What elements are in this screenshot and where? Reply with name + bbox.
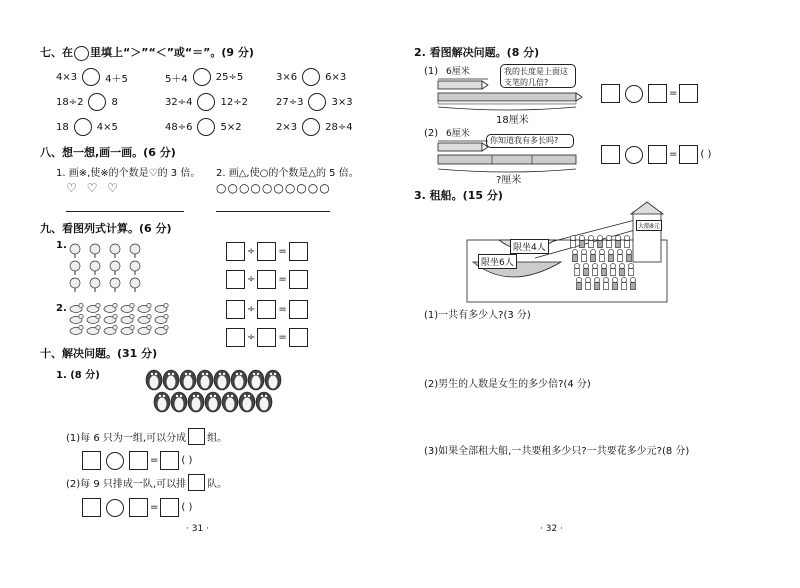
- child-icon: [597, 235, 602, 247]
- penguin-icon: [146, 370, 162, 390]
- sec10-title: 十、解决问题。(31 分): [40, 347, 158, 360]
- answer-box[interactable]: [289, 270, 308, 289]
- hearts-row: ♡ ♡ ♡: [66, 181, 121, 195]
- child-icon: [608, 249, 613, 261]
- tree-icon: [90, 278, 100, 292]
- child-icon: [585, 277, 590, 289]
- answer-box[interactable]: [289, 328, 308, 347]
- penguin-icon: [231, 370, 247, 390]
- penguin-icon: [188, 392, 204, 412]
- tree-icon: [110, 261, 120, 275]
- sec10-p2-pre: (2)每 9 只排成一队,可以排: [66, 479, 187, 490]
- duck-icon: [70, 314, 83, 323]
- child-icon: [581, 249, 586, 261]
- comparison-item: [276, 118, 353, 136]
- penguin-icon: [265, 370, 281, 390]
- compare-circle[interactable]: [302, 68, 320, 86]
- compare-circle[interactable]: [302, 118, 320, 136]
- duck-icon: [121, 325, 134, 334]
- child-icon: [617, 249, 622, 261]
- tree-icon: [70, 244, 80, 258]
- sec8-title: 八、想一想,画一画。(6 分): [40, 146, 176, 159]
- answer-box[interactable]: [679, 84, 698, 103]
- penguin-icon: [154, 392, 170, 412]
- comparison-right: 4×5: [96, 121, 118, 133]
- answer-box[interactable]: [160, 451, 179, 470]
- page-number-right: · 32 ·: [540, 524, 563, 534]
- child-icon: [592, 263, 597, 275]
- tree-grid-image: [64, 240, 154, 294]
- answer-box[interactable]: [648, 145, 667, 164]
- child-icon: [630, 277, 635, 289]
- duck-icon: [121, 303, 134, 312]
- compare-circle[interactable]: [197, 93, 215, 111]
- division-equation: [226, 270, 308, 289]
- unit-paren[interactable]: ( ): [181, 502, 193, 513]
- sec10-p2-post: 队。: [207, 479, 228, 490]
- compare-circle[interactable]: [74, 118, 92, 136]
- compare-circle[interactable]: [82, 68, 100, 86]
- tree-icon: [130, 261, 140, 275]
- comparison-item: [276, 68, 346, 86]
- answer-box[interactable]: [257, 300, 276, 319]
- comparison-item: [276, 93, 353, 111]
- answer-box[interactable]: [129, 451, 148, 470]
- duck-grid-image: [64, 300, 180, 336]
- comparison-left: 5＋4: [165, 73, 188, 85]
- divide-sign: ÷: [247, 304, 256, 315]
- child-icon: [570, 235, 575, 247]
- child-icon: [572, 249, 577, 261]
- penguin-icon: [222, 392, 238, 412]
- penguin-icon: [248, 370, 264, 390]
- answer-box[interactable]: [257, 328, 276, 347]
- equals-sign: =: [278, 304, 287, 315]
- comparison-item: [56, 93, 118, 111]
- comparison-item: [56, 118, 118, 136]
- tree-icon: [130, 278, 140, 292]
- answer-box[interactable]: [289, 300, 308, 319]
- boat-rental-scene: [465, 200, 670, 304]
- answer-box[interactable]: [188, 474, 205, 491]
- compare-circle[interactable]: [193, 68, 211, 86]
- penguin-icon: [163, 370, 179, 390]
- child-icon: [574, 263, 579, 275]
- comparison-left: 27÷3: [276, 96, 304, 108]
- comparison-right: 3×3: [331, 96, 353, 108]
- answer-box[interactable]: [601, 145, 620, 164]
- operator-circle[interactable]: [625, 85, 643, 103]
- operator-circle[interactable]: [106, 452, 124, 470]
- duck-icon: [70, 325, 83, 334]
- comparison-right: 8: [111, 96, 118, 108]
- sec10-p2: [66, 474, 227, 491]
- answer-line-1[interactable]: [66, 211, 184, 212]
- comparison-left: 18÷2: [56, 96, 84, 108]
- equals-sign: =: [278, 274, 287, 285]
- tree-icon: [90, 261, 100, 275]
- duck-icon: [87, 303, 100, 312]
- answer-box[interactable]: [188, 428, 205, 445]
- comparison-left: 2×3: [276, 121, 298, 133]
- divide-sign: ÷: [247, 246, 256, 257]
- tree-icon: [130, 244, 140, 258]
- penguin-icon: [197, 370, 213, 390]
- q3-p1: (1)一共有多少人?(3 分): [424, 310, 531, 321]
- big-boat-sign: 限坐6人: [478, 254, 517, 269]
- answer-box[interactable]: [679, 145, 698, 164]
- duck-icon: [104, 303, 117, 312]
- penguin-icon: [214, 370, 230, 390]
- child-icon: [576, 277, 581, 289]
- sec9-q2: 2.: [56, 303, 67, 314]
- sec10-eq2: [82, 498, 192, 517]
- comparison-item: [165, 118, 242, 136]
- tree-icon: [110, 244, 120, 258]
- sec10-p1: [66, 428, 227, 445]
- comparison-item: [165, 68, 243, 86]
- equals-sign: =: [669, 88, 678, 99]
- comparison-right: 4＋5: [105, 73, 128, 85]
- comparison-left: 32÷4: [165, 96, 193, 108]
- child-icon: [610, 263, 615, 275]
- answer-box[interactable]: [82, 451, 101, 470]
- penguin-icon: [171, 392, 187, 412]
- penguin-icon: [205, 392, 221, 412]
- tree-icon: [70, 261, 80, 275]
- child-icon: [621, 277, 626, 289]
- q2-eq2: [601, 145, 711, 164]
- q3-title: 3. 租船。(15 分): [414, 189, 503, 202]
- q3-p2: (2)男生的人数是女生的多少倍?(4 分): [424, 379, 591, 390]
- duck-icon: [155, 325, 168, 334]
- duck-icon: [104, 314, 117, 323]
- child-icon: [579, 235, 584, 247]
- q3-p3: (3)如果全部租大船,一共要租多少只?一共要花多少元?(8 分): [424, 446, 690, 457]
- comparison-item: [165, 93, 248, 111]
- child-icon: [601, 263, 606, 275]
- q2-eq1: [601, 84, 698, 103]
- answer-box[interactable]: [226, 270, 245, 289]
- sec8-q2: 2. 画△,使○的个数是△的 5 倍。: [216, 168, 359, 179]
- speech-bubble-2: 你知道我有多长吗?: [486, 134, 574, 148]
- q2-total-1: 18厘米: [496, 115, 529, 126]
- tree-icon: [70, 278, 80, 292]
- equals-sign: =: [278, 246, 287, 257]
- operator-circle[interactable]: [625, 146, 643, 164]
- compare-circle[interactable]: [88, 93, 106, 111]
- q2-len-label-2: 6厘米: [446, 129, 470, 139]
- child-icon: [624, 235, 629, 247]
- comparison-left: 48÷6: [165, 121, 193, 133]
- answer-box[interactable]: [226, 242, 245, 261]
- q2-p2-label: (2): [424, 128, 439, 139]
- operator-circle[interactable]: [106, 499, 124, 517]
- equals-sign: =: [669, 149, 678, 160]
- duck-icon: [104, 325, 117, 334]
- comparison-left: 18: [56, 121, 69, 133]
- sec9-title: 九、看图列式计算。(6 分): [40, 222, 172, 235]
- penguin-icon: [256, 392, 272, 412]
- tree-icon: [110, 278, 120, 292]
- child-icon: [588, 235, 593, 247]
- sec7-title-pre: 七、在: [40, 46, 73, 59]
- duck-icon: [121, 314, 134, 323]
- equals-sign: =: [278, 332, 287, 343]
- child-icon: [606, 235, 611, 247]
- comparison-right: 12÷2: [220, 96, 248, 108]
- division-equation: [226, 300, 308, 319]
- comparison-right: 5×2: [220, 121, 242, 133]
- duck-icon: [138, 303, 151, 312]
- duck-icon: [70, 303, 83, 312]
- duck-icon: [138, 314, 151, 323]
- comparison-right: 6×3: [325, 71, 347, 83]
- comparison-right: 28÷4: [325, 121, 353, 133]
- division-equation: [226, 242, 308, 261]
- sec10-p1-post: 组。: [207, 433, 228, 444]
- circles-row: ○○○○○○○○○○: [216, 181, 331, 195]
- answer-box[interactable]: [82, 498, 101, 517]
- page-number-left: · 31 ·: [186, 524, 209, 534]
- penguin-icon: [180, 370, 196, 390]
- comparison-left: 3×6: [276, 71, 298, 83]
- child-icon: [599, 249, 604, 261]
- answer-box[interactable]: [648, 84, 667, 103]
- answer-box[interactable]: [129, 498, 148, 517]
- sec7-title-post: 里填上“＞”“＜”或“＝”。(9 分): [90, 46, 254, 59]
- answer-line-2[interactable]: [216, 211, 330, 212]
- comparison-left: 4×3: [56, 71, 78, 83]
- unit-paren[interactable]: ( ): [700, 149, 712, 160]
- answer-box[interactable]: [289, 242, 308, 261]
- answer-box[interactable]: [226, 300, 245, 319]
- answer-box[interactable]: [226, 328, 245, 347]
- sec10-q1: 1. (8 分): [56, 370, 100, 381]
- answer-box[interactable]: [257, 270, 276, 289]
- sec8-q1: 1. 画※,使※的个数是♡的 3 倍。: [56, 168, 201, 179]
- q2-p1-label: (1): [424, 66, 439, 77]
- sec9-q1: 1.: [56, 240, 67, 251]
- child-icon: [628, 263, 633, 275]
- answer-box[interactable]: [601, 84, 620, 103]
- equals-sign: =: [150, 455, 159, 466]
- answer-box[interactable]: [257, 242, 276, 261]
- comparison-item: [56, 68, 128, 86]
- sec10-eq1: [82, 451, 192, 470]
- child-icon: [615, 235, 620, 247]
- duck-icon: [155, 314, 168, 323]
- child-icon: [590, 249, 595, 261]
- penguin-group-image: [140, 362, 286, 418]
- unit-paren[interactable]: ( ): [181, 455, 193, 466]
- child-icon: [603, 277, 608, 289]
- duck-icon: [87, 325, 100, 334]
- small-boat-sign: 限坐4人: [510, 239, 549, 254]
- child-icon: [619, 263, 624, 275]
- comparison-right: 25÷5: [215, 71, 244, 83]
- tree-icon: [90, 244, 100, 258]
- division-equation: [226, 328, 308, 347]
- price-sign: 大船8元: [636, 220, 662, 231]
- duck-icon: [138, 325, 151, 334]
- q2-len-label-1: 6厘米: [446, 67, 470, 77]
- sec7-title: [40, 44, 254, 61]
- duck-icon: [155, 303, 168, 312]
- compare-circle[interactable]: [197, 118, 215, 136]
- q2-title: 2. 看图解决问题。(8 分): [414, 46, 540, 59]
- sec10-p1-pre: (1)每 6 只为一组,可以分成: [66, 433, 187, 444]
- blank-circle[interactable]: [74, 46, 89, 61]
- child-icon: [626, 249, 631, 261]
- penguin-icon: [239, 392, 255, 412]
- answer-box[interactable]: [160, 498, 179, 517]
- child-icon: [583, 263, 588, 275]
- compare-circle[interactable]: [308, 93, 326, 111]
- duck-icon: [87, 314, 100, 323]
- divide-sign: ÷: [247, 274, 256, 285]
- equals-sign: =: [150, 502, 159, 513]
- q2-total-2: ?厘米: [496, 175, 522, 186]
- child-icon: [594, 277, 599, 289]
- child-icon: [612, 277, 617, 289]
- divide-sign: ÷: [247, 332, 256, 343]
- speech-bubble-1: 我的长度是上面这支笔的几倍?: [500, 64, 576, 88]
